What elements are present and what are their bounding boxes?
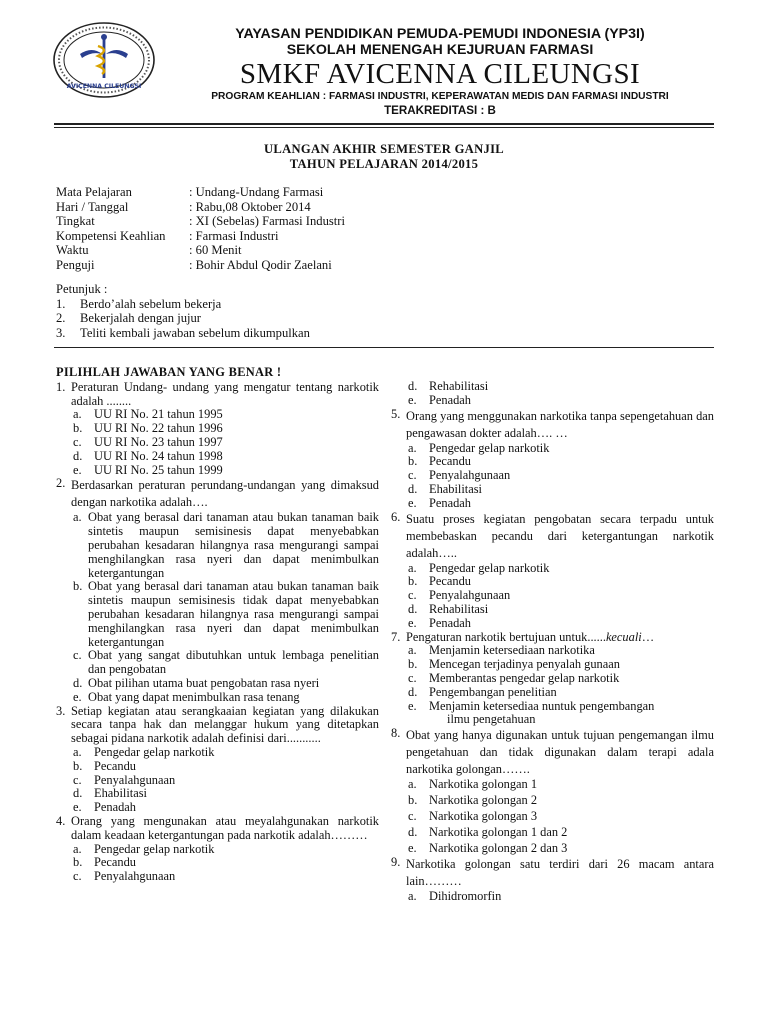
- option-letter: b.: [408, 454, 418, 469]
- info-label: Penguji: [56, 257, 95, 272]
- question-text: Suatu proses kegiatan pengobatan secara terpadu untuk membebaskan pecandu dari ketergantungan narkotik adalah…..: [406, 511, 714, 560]
- option-text: Ehabilitasi: [94, 786, 147, 801]
- question-8: [391, 727, 714, 778]
- option: [56, 580, 379, 649]
- option-letter: a.: [73, 510, 82, 525]
- option: [391, 700, 714, 728]
- option-text: Ehabilitasi: [429, 481, 482, 496]
- option: [56, 677, 379, 691]
- option-letter: c.: [73, 434, 82, 449]
- option: [56, 746, 379, 760]
- option-letter: e.: [408, 392, 417, 407]
- option-letter: a.: [408, 777, 417, 792]
- option-text: Menjamin ketersediaa nuntuk pengembangan: [429, 698, 655, 713]
- option: [56, 856, 379, 870]
- question-number: 9.: [391, 854, 401, 869]
- instruction-text: Berdo’alah sebelum bekerja: [80, 296, 222, 311]
- option-letter: e.: [73, 689, 82, 704]
- option-text: Obat yang sangat dibutuhkan untuk lembaga penelitian dan pengobatan: [88, 648, 379, 677]
- info-row: [56, 243, 345, 258]
- option-text: Pecandu: [94, 758, 136, 773]
- option-letter: a.: [408, 440, 417, 455]
- option: [391, 483, 714, 497]
- option: [391, 380, 714, 394]
- school-name: SMKF AVICENNA CILEUNGSI: [239, 58, 641, 90]
- right-column: [391, 380, 714, 904]
- option-text: Narkotika golongan 1: [429, 777, 538, 792]
- info-value: : 60 Menit: [189, 243, 242, 258]
- accreditation: TERAKREDITASI : B: [384, 104, 496, 117]
- question-3: [56, 705, 379, 746]
- option-letter: d.: [408, 824, 418, 839]
- instruction-item: [56, 311, 310, 326]
- option: [56, 511, 379, 580]
- option-letter: c.: [73, 648, 82, 663]
- option: [391, 617, 714, 631]
- option-letter: a.: [73, 407, 82, 422]
- question-text-end: …: [641, 629, 655, 644]
- option: [56, 870, 379, 884]
- option-letter: b.: [408, 657, 418, 672]
- program-list: PROGRAM KEAHLIAN : FARMASI INDUSTRI, KEPERAWATAN MEDIS DAN FARMASI INDUSTRI: [211, 91, 669, 102]
- option-letter: c.: [73, 772, 82, 787]
- option-text: Rehabilitasi: [429, 601, 489, 616]
- option-text: Dihidromorfin: [429, 888, 502, 903]
- info-row: [56, 185, 345, 200]
- question-number: 7.: [391, 629, 401, 644]
- option-letter: b.: [73, 758, 83, 773]
- option-text: Pecandu: [94, 855, 136, 870]
- option: [391, 824, 714, 840]
- option-text: Narkotika golongan 1 dan 2: [429, 824, 568, 839]
- exam-year: TAHUN PELAJARAN 2014/2015: [289, 157, 479, 171]
- question-text: Berdasarkan peraturan perundang-undangan yang dimaksud dengan narkotika adalah….: [71, 478, 379, 510]
- option-text: Obat yang berasal dari tanaman atau bukan tanaman baik sintetis maupun semisinesis tidak dapat menyebabkan perubahan kesadaran hilangnya rasa mengurangi sampai menghilangkan rasa nyeri dan dapat menimbulkan ketergantungan: [88, 579, 379, 649]
- left-column: [56, 366, 379, 884]
- instructions-label: Petunjuk :: [56, 282, 108, 296]
- option-letter: e.: [408, 615, 417, 630]
- option-letter: c.: [408, 670, 417, 685]
- info-label: Kompetensi Keahlian: [56, 228, 166, 243]
- option: [391, 562, 714, 576]
- option-text: Penadah: [429, 392, 471, 407]
- info-row: [56, 229, 345, 244]
- option-text: Obat yang berasal dari tanaman atau bukan tanaman baik sintetis maupun semisinesis dapat menyebabkan perubahan kesadaran hilangnya rasa mengurangi sampai menghilangkan rasa nyeri dan dapat menimbulkan ketergantungan: [88, 510, 379, 580]
- option: [391, 575, 714, 589]
- question-5: [391, 408, 714, 442]
- option-letter: d.: [408, 379, 418, 393]
- option: [391, 469, 714, 483]
- option-text: Penyalahgunaan: [94, 869, 176, 884]
- option: [391, 672, 714, 686]
- info-row: [56, 258, 345, 273]
- option: [391, 644, 714, 658]
- option-letter: b.: [73, 855, 83, 870]
- option-letter: a.: [408, 888, 417, 903]
- option: [391, 686, 714, 700]
- option: [391, 792, 714, 808]
- question-emphasis: kecuali: [605, 629, 642, 644]
- option: [391, 497, 714, 511]
- question-number: 2.: [56, 476, 66, 491]
- instructions: [56, 282, 310, 340]
- info-label: Waktu: [56, 243, 89, 258]
- option: [56, 408, 379, 422]
- instruction-item: [56, 297, 310, 312]
- option-letter: c.: [408, 808, 417, 823]
- question-9: [391, 856, 714, 890]
- question-number: 8.: [391, 726, 401, 741]
- option: [391, 442, 714, 456]
- question-number: 3.: [56, 703, 66, 718]
- option-text: Obat yang dapat menimbulkan rasa tenang: [88, 689, 300, 704]
- option-letter: e.: [408, 495, 417, 510]
- option-letter: d.: [408, 601, 418, 616]
- option: [391, 778, 714, 792]
- question-2: [56, 477, 379, 511]
- option-letter: b.: [408, 574, 418, 589]
- option-text: Menjamin ketersediaan narkotika: [429, 643, 595, 658]
- instruction-number: 3.: [56, 325, 66, 340]
- question-text: Orang yang mengunakan atau meyalahgunakan narkotik dalam keadaan ketergantungan pada narkotik adalah………: [71, 813, 379, 842]
- option-text: UU RI No. 22 tahun 1996: [94, 421, 223, 436]
- option-text-continued: ilmu pengetahuan: [447, 712, 536, 727]
- header-rule-thick: [54, 123, 714, 125]
- option-letter: d.: [73, 448, 83, 463]
- option: [391, 589, 714, 603]
- option-letter: c.: [408, 468, 417, 483]
- question-text: Peraturan Undang- undang yang mengatur tentang narkotik adalah ........: [71, 379, 379, 408]
- option-letter: c.: [408, 588, 417, 603]
- info-value: : XI (Sebelas) Farmasi Industri: [189, 214, 345, 229]
- question-text: Obat yang hanya digunakan untuk tujuan pengemangan ilmu pengetahuan dan tidak digunakan dalam terapi adala narkotika golongan…….: [406, 728, 714, 777]
- header-rule-thin: [54, 127, 714, 128]
- option-letter: d.: [408, 684, 418, 699]
- option-text: Penyalahgunaan: [429, 468, 511, 483]
- info-row: [56, 214, 345, 229]
- section-rule: [54, 347, 714, 348]
- question-number: 5.: [391, 406, 401, 421]
- instruction-item: [56, 326, 310, 341]
- option: [391, 455, 714, 469]
- option-text: Penyalahgunaan: [94, 772, 176, 787]
- option-text: Pecandu: [429, 454, 471, 469]
- question-number: 6.: [391, 509, 401, 524]
- option: [56, 843, 379, 857]
- option-letter: e.: [408, 698, 417, 713]
- option: [56, 787, 379, 801]
- question-text: Orang yang menggunakan narkotika tanpa sepengetahuan dan pengawasan dokter adalah…. …: [406, 408, 714, 440]
- option: [56, 801, 379, 815]
- option-text: Memberantas pengedar gelap narkotik: [429, 670, 620, 685]
- option: [56, 436, 379, 450]
- option-text: Penadah: [94, 800, 136, 815]
- option-letter: c.: [73, 869, 82, 884]
- info-value: : Farmasi Industri: [189, 228, 279, 243]
- school-type: SEKOLAH MENENGAH KEJURUAN FARMASI: [286, 42, 594, 58]
- exam-title: ULANGAN AKHIR SEMESTER GANJIL: [264, 142, 504, 156]
- option: [56, 649, 379, 677]
- option: [391, 658, 714, 672]
- option-text: Pecandu: [429, 574, 471, 589]
- option: [391, 840, 714, 856]
- section-title: PILIHLAH JAWABAN YANG BENAR !: [56, 365, 282, 379]
- info-label: Tingkat: [56, 214, 95, 229]
- option-text: Mencegan terjadinya penyalah gunaan: [429, 657, 620, 672]
- foundation-name: YAYASAN PENDIDIKAN PEMUDA-PEMUDI INDONESIA (YP3I): [235, 26, 645, 42]
- school-logo: [52, 20, 156, 100]
- question-1: [56, 381, 379, 409]
- option-text: Narkotika golongan 3: [429, 808, 538, 823]
- question-text: Narkotika golongan satu terdiri dari 26 macam antara lain………: [406, 856, 714, 888]
- question-6: [391, 511, 714, 562]
- info-value: : Rabu,08 Oktober 2014: [189, 199, 311, 214]
- option-text: Rehabilitasi: [429, 379, 489, 393]
- option: [391, 394, 714, 408]
- question-text: Setiap kegiatan atau serangkaaian kegiatan yang dilakukan secara tanpa hak dan melanggar hukum yang ditetapkan sebagai pidana narkotik adalah definisi dari...........: [71, 703, 379, 746]
- question-4: [56, 815, 379, 843]
- option-letter: b.: [408, 792, 418, 807]
- option: [391, 890, 714, 904]
- option-letter: b.: [73, 579, 83, 594]
- option-text: Pengedar gelap narkotik: [429, 560, 550, 575]
- question-text: Pengaturan narkotik bertujuan untuk......: [406, 629, 606, 644]
- option-letter: b.: [73, 421, 83, 436]
- instruction-number: 2.: [56, 311, 66, 326]
- option-letter: d.: [408, 481, 418, 496]
- logo-text: AVICENNA CILEUNGSI: [66, 83, 142, 90]
- info-label: Hari / Tanggal: [56, 199, 129, 214]
- option-letter: a.: [408, 560, 417, 575]
- question-number: 4.: [56, 813, 66, 828]
- option: [391, 603, 714, 617]
- option-text: UU RI No. 24 tahun 1998: [94, 448, 223, 463]
- option-text: Obat pilihan utama buat pengobatan rasa nyeri: [88, 675, 320, 690]
- option: [56, 760, 379, 774]
- option-text: UU RI No. 23 tahun 1997: [94, 434, 223, 449]
- option-letter: a.: [73, 841, 82, 856]
- option-text: Narkotika golongan 2: [429, 792, 538, 807]
- question-number: 1.: [56, 379, 66, 394]
- info-value: : Bohir Abdul Qodir Zaelani: [189, 257, 332, 272]
- option: [56, 691, 379, 705]
- option-text: UU RI No. 25 tahun 1999: [94, 462, 223, 477]
- option-letter: e.: [73, 800, 82, 815]
- option-letter: e.: [408, 840, 417, 855]
- info-value: : Undang-Undang Farmasi: [189, 185, 324, 199]
- option-letter: d.: [73, 786, 83, 801]
- option-letter: a.: [408, 643, 417, 658]
- option-text: Penadah: [429, 495, 471, 510]
- option: [391, 808, 714, 824]
- option-text: UU RI No. 21 tahun 1995: [94, 407, 223, 422]
- info-row: [56, 200, 345, 215]
- instruction-text: Bekerjalah dengan jujur: [80, 311, 201, 326]
- option-text: Penyalahgunaan: [429, 588, 511, 603]
- question-7: [391, 631, 714, 645]
- option-text: Pengedar gelap narkotik: [429, 440, 550, 455]
- option-letter: a.: [73, 744, 82, 759]
- exam-info: [56, 185, 345, 273]
- option-text: Pengedar gelap narkotik: [94, 744, 215, 759]
- option-text: Narkotika golongan 2 dan 3: [429, 840, 568, 855]
- instruction-text: Teliti kembali jawaban sebelum dikumpulkan: [80, 325, 310, 340]
- option-text: Pengembangan penelitian: [429, 684, 557, 699]
- option: [56, 774, 379, 788]
- option-text: Penadah: [429, 615, 471, 630]
- option: [56, 464, 379, 478]
- info-label: Mata Pelajaran: [56, 185, 132, 199]
- option-letter: e.: [73, 462, 82, 477]
- option-letter: d.: [73, 675, 83, 690]
- option-text: Pengedar gelap narkotik: [94, 841, 215, 856]
- instruction-number: 1.: [56, 296, 66, 311]
- option: [56, 450, 379, 464]
- option: [56, 422, 379, 436]
